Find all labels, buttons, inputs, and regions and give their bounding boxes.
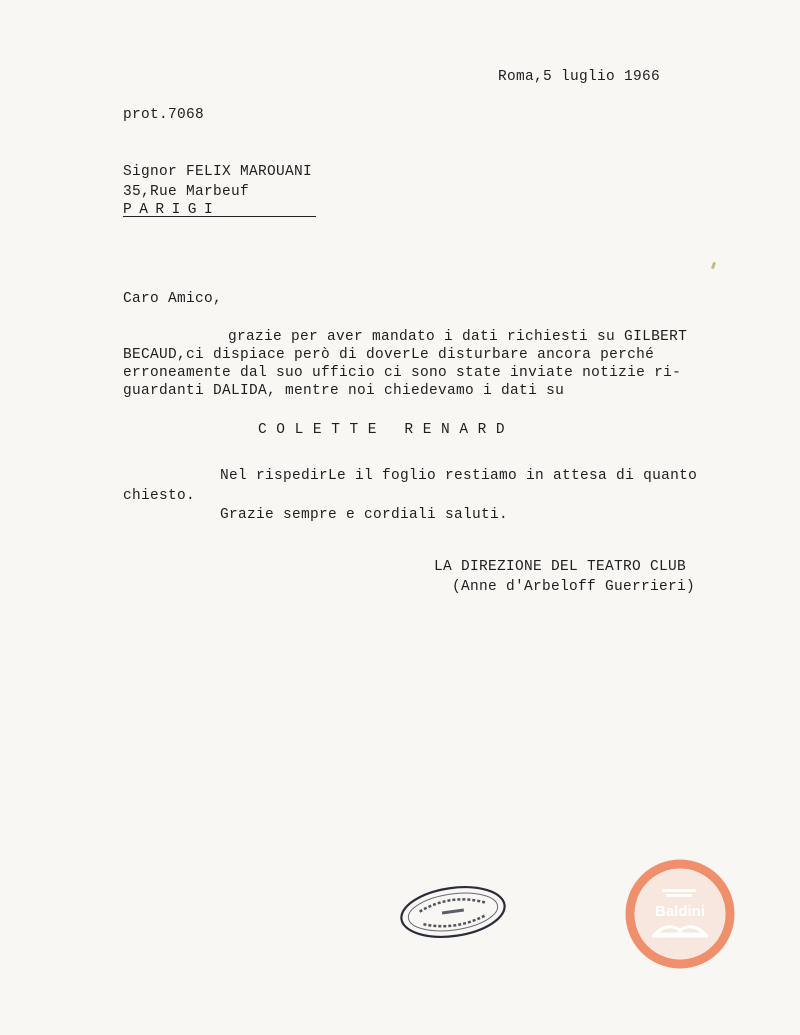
baldini-logo-icon xyxy=(622,856,738,972)
library-stamp-icon xyxy=(395,878,511,947)
emphasized-name: COLETTE RENARD xyxy=(258,422,515,438)
paper-fleck xyxy=(711,262,716,270)
body-line-7: Grazie sempre e cordiali saluti. xyxy=(220,507,509,523)
body-line-1: grazie per aver mandato i dati richiesti su GILBERT xyxy=(228,329,688,345)
city-underline xyxy=(123,216,316,217)
body-line-2: BECAUD,ci dispiace però di doverLe disturbare ancora perché xyxy=(123,347,655,363)
body-line-4: guardanti DALIDA, mentre noi chiedevamo i dati su xyxy=(123,383,565,399)
protocol-number: prot.7068 xyxy=(123,107,205,123)
svg-text:Baldini: Baldini xyxy=(654,903,706,920)
signature-organization: LA DIREZIONE DEL TEATRO CLUB xyxy=(434,559,687,575)
salutation: Caro Amico, xyxy=(123,291,223,307)
recipient-street: 35,Rue Marbeuf xyxy=(123,184,250,200)
body-line-3: erroneamente dal suo ufficio ci sono state inviate notizie ri- xyxy=(123,365,682,381)
letter-date: Roma,5 luglio 1966 xyxy=(498,69,661,85)
body-line-6: chiesto. xyxy=(123,488,196,504)
signature-name: (Anne d'Arbeloff Guerrieri) xyxy=(452,579,696,595)
body-line-5: Nel rispedirLe il foglio restiamo in attesa di quanto xyxy=(220,468,698,484)
recipient-city: PARIGI xyxy=(123,202,221,218)
recipient-name: Signor FELIX MAROUANI xyxy=(123,164,313,180)
